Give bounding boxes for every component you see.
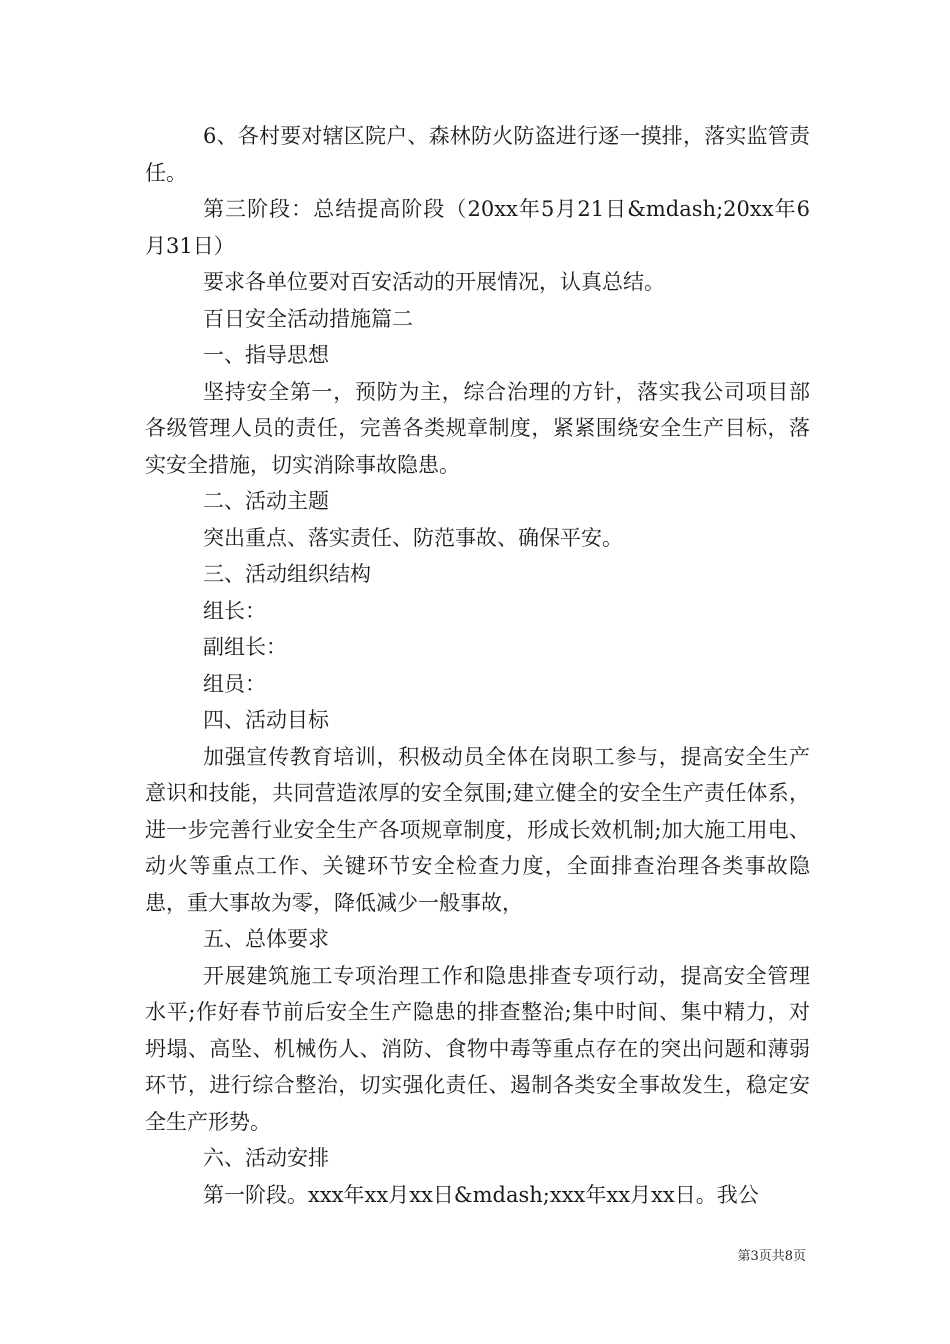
heading-activity-theme: 二、活动主题 (203, 489, 329, 513)
paragraph-stage-three: 第三阶段：总结提高阶段（20xx年5月21日&mdash;20xx年6月31日） (145, 197, 810, 258)
document-body (145, 118, 810, 1213)
paragraph-activity-goals: 加强宣传教育培训，积极动员全体在岗职工参与，提高安全生产意识和技能，共同营造浓厚的安全氛围;建立健全的安全生产责任体系，进一步完善行业安全生产各项规章制度，形成长效机制;加大施工用电、动火等重点工作、关键环节安全检查力度，全面排查治理各类事故隐患，重大事故为零，降低减少一般事故， (145, 744, 810, 915)
heading-guiding-ideology: 一、指导思想 (203, 343, 329, 367)
heading-activity-arrangement: 六、活动安排 (203, 1146, 329, 1170)
page-number-footer: 第3页共8页 (737, 1249, 806, 1264)
heading-overall-requirements: 五、总体要求 (203, 927, 329, 951)
paragraph-overall-requirements: 开展建筑施工专项治理工作和隐患排查专项行动，提高安全管理水平;作好春节前后安全生产隐患的排查整治;集中时间、集中精力，对坍塌、高坠、机械伤人、消防、食物中毒等重点存在的突出问题和薄弱环节，进行综合整治，切实强化责任、遏制各类安全事故发生，稳定安全生产形势。 (145, 963, 810, 1134)
paragraph-village-inspection: 6、各村要对辖区院户、森林防火防盗进行逐一摸排，落实监管责任。 (145, 124, 810, 185)
heading-activity-goals: 四、活动目标 (203, 708, 329, 732)
paragraph-stage-one: 第一阶段。xxx年xx月xx日&mdash;xxx年xx月xx日。我公 (203, 1182, 759, 1207)
paragraph-team-leader: 组长： (203, 598, 266, 623)
section-title-part-two: 百日安全活动措施篇二 (203, 306, 413, 331)
paragraph-summary-requirement: 要求各单位要对百安活动的开展情况，认真总结。 (203, 270, 665, 294)
paragraph-deputy-leader: 副组长： (203, 635, 287, 659)
paragraph-activity-theme: 突出重点、落实责任、防范事故、确保平安。 (203, 525, 623, 550)
paragraph-team-members: 组员： (203, 671, 266, 696)
heading-organization-structure: 三、活动组织结构 (203, 562, 371, 586)
paragraph-guiding-ideology: 坚持安全第一，预防为主，综合治理的方针，落实我公司项目部各级管理人员的责任，完善各类规章制度，紧紧围绕安全生产目标，落实安全措施，切实消除事故隐患。 (145, 379, 810, 477)
